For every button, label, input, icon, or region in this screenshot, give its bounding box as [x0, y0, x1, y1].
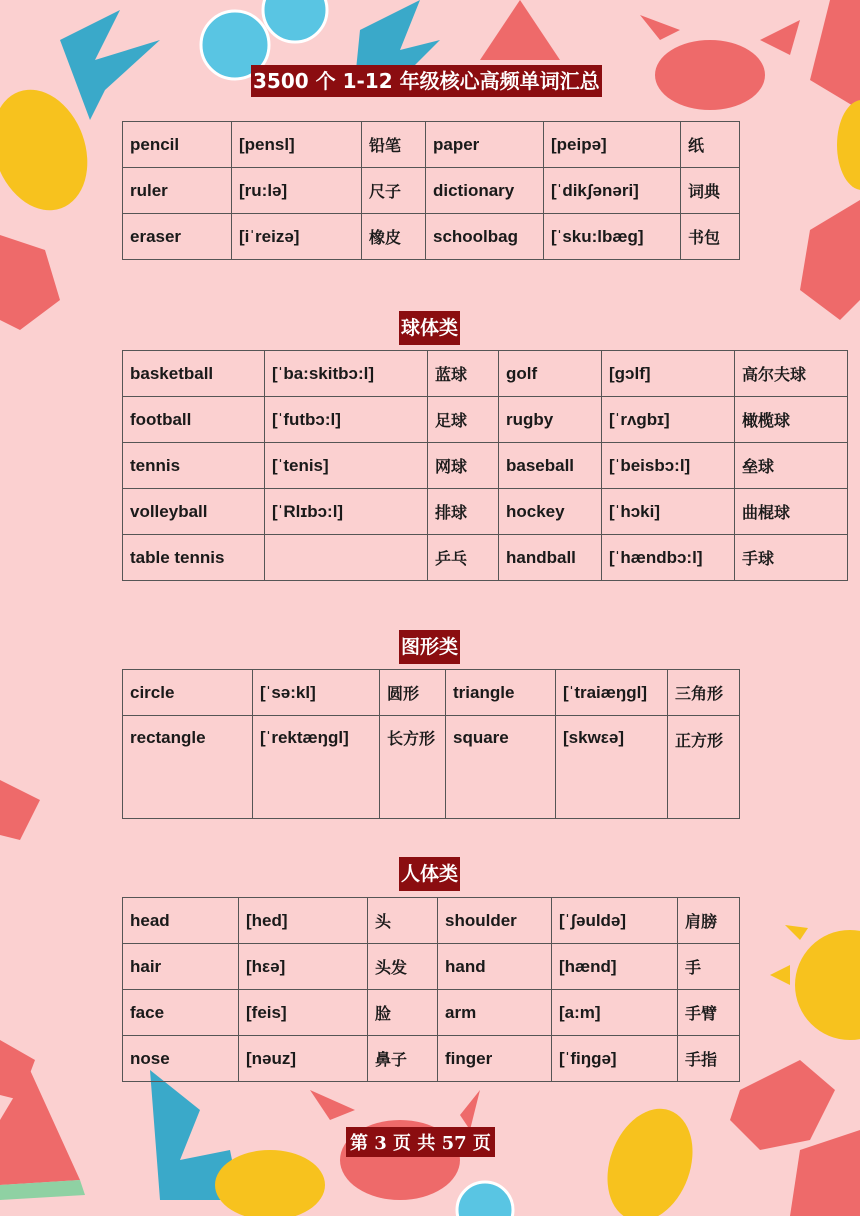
phonetic-cell: [ˈRlɪbɔ:l] [265, 489, 428, 535]
word-cell: golf [499, 351, 602, 397]
chinese-meaning-cell: 词典 [681, 168, 740, 214]
table-row [123, 1036, 740, 1082]
word-cell: football [123, 397, 265, 443]
crab-icon [640, 15, 800, 110]
word-cell: ruler [123, 168, 232, 214]
phonetic-cell: [ru:lə] [232, 168, 362, 214]
phonetic-cell: [hænd] [552, 944, 678, 990]
crab-icon [800, 200, 860, 320]
phonetic-cell [265, 535, 428, 581]
chinese-meaning-cell: 肩膀 [678, 898, 740, 944]
chinese-meaning-cell: 正方形 [668, 716, 740, 819]
chinese-meaning-cell: 垒球 [735, 443, 848, 489]
crab-icon [730, 1060, 860, 1216]
chinese-meaning-cell: 手 [678, 944, 740, 990]
chinese-meaning-cell: 三角形 [668, 670, 740, 716]
chinese-meaning-cell: 尺子 [362, 168, 426, 214]
word-cell: nose [123, 1036, 239, 1082]
phonetic-cell: [ˈhændbɔ:l] [602, 535, 735, 581]
word-cell: dictionary [426, 168, 544, 214]
table-row [123, 397, 848, 443]
word-cell: handball [499, 535, 602, 581]
phonetic-cell: [ˈdikʃənəri] [544, 168, 681, 214]
table-row [123, 351, 848, 397]
phonetic-cell: [ˈtenis] [265, 443, 428, 489]
table-row [123, 168, 740, 214]
table-row [123, 443, 848, 489]
word-cell: rugby [499, 397, 602, 443]
word-cell: baseball [499, 443, 602, 489]
chinese-meaning-cell: 足球 [428, 397, 499, 443]
chinese-meaning-cell: 排球 [428, 489, 499, 535]
chinese-meaning-cell: 手球 [735, 535, 848, 581]
word-cell: circle [123, 670, 253, 716]
chinese-meaning-cell: 头发 [368, 944, 438, 990]
page-number-footer: 第 3 页 共 57 页 [346, 1127, 495, 1157]
phonetic-cell: [ˈbeisbɔ:l] [602, 443, 735, 489]
pineapple-icon [837, 100, 860, 190]
table-row [123, 716, 740, 819]
watermelon-icon [480, 0, 560, 60]
phonetic-cell: [iˈreizə] [232, 214, 362, 260]
word-cell: square [446, 716, 556, 819]
word-cell: paper [426, 122, 544, 168]
phonetic-cell: [pensl] [232, 122, 362, 168]
chinese-meaning-cell: 乒乓 [428, 535, 499, 581]
vocab-table-body [122, 897, 740, 1082]
chinese-meaning-cell: 高尔夫球 [735, 351, 848, 397]
chinese-meaning-cell: 纸 [681, 122, 740, 168]
table-row [123, 898, 740, 944]
phonetic-cell: [hεə] [239, 944, 368, 990]
table-row [123, 122, 740, 168]
section-heading-shapes: 图形类 [399, 630, 460, 664]
table-row [123, 670, 740, 716]
phonetic-cell: [gɔlf] [602, 351, 735, 397]
phonetic-cell: [ˈrektæŋgl] [253, 716, 380, 819]
word-cell: eraser [123, 214, 232, 260]
table-row [123, 214, 740, 260]
word-cell: arm [438, 990, 552, 1036]
table-row [123, 489, 848, 535]
phonetic-cell: [ˈfiŋgə] [552, 1036, 678, 1082]
phonetic-cell: [ˈsku:lbæg] [544, 214, 681, 260]
phonetic-cell: [skwεə] [556, 716, 668, 819]
phonetic-cell: [ˈtraiæŋgl] [556, 670, 668, 716]
phonetic-cell: [ˈʃəuldə] [552, 898, 678, 944]
word-cell: triangle [446, 670, 556, 716]
chinese-meaning-cell: 铅笔 [362, 122, 426, 168]
chinese-meaning-cell: 鼻子 [368, 1036, 438, 1082]
chinese-meaning-cell: 手指 [678, 1036, 740, 1082]
chinese-meaning-cell: 脸 [368, 990, 438, 1036]
chinese-meaning-cell: 曲棍球 [735, 489, 848, 535]
word-cell: hand [438, 944, 552, 990]
chinese-meaning-cell: 头 [368, 898, 438, 944]
phonetic-cell: [ˈfutbɔ:l] [265, 397, 428, 443]
word-cell: pencil [123, 122, 232, 168]
sun-icon [770, 925, 860, 1040]
vocab-table-balls [122, 350, 848, 581]
crab-icon [810, 0, 860, 110]
table-row [123, 535, 848, 581]
section-heading-body: 人体类 [399, 857, 460, 891]
chinese-meaning-cell: 书包 [681, 214, 740, 260]
sunglasses-icon [457, 1182, 513, 1216]
phonetic-cell: [nəuz] [239, 1036, 368, 1082]
word-cell: hockey [499, 489, 602, 535]
word-cell: schoolbag [426, 214, 544, 260]
word-cell: face [123, 990, 239, 1036]
chinese-meaning-cell: 手臂 [678, 990, 740, 1036]
phonetic-cell: [hed] [239, 898, 368, 944]
section-heading-balls: 球体类 [399, 311, 460, 345]
word-cell: head [123, 898, 239, 944]
vocab-table-shapes [122, 669, 740, 819]
word-cell: hair [123, 944, 239, 990]
phonetic-cell: [a:m] [552, 990, 678, 1036]
word-cell: rectangle [123, 716, 253, 819]
word-cell: volleyball [123, 489, 265, 535]
word-cell: shoulder [438, 898, 552, 944]
word-cell: tennis [123, 443, 265, 489]
page-title: 3500 个 1-12 年级核心高频单词汇总 [251, 65, 602, 97]
chinese-meaning-cell: 长方形 [380, 716, 446, 819]
crab-icon [0, 235, 60, 330]
vocab-table-stationery [122, 121, 740, 260]
chinese-meaning-cell: 橡皮 [362, 214, 426, 260]
word-cell: table tennis [123, 535, 265, 581]
chinese-meaning-cell: 网球 [428, 443, 499, 489]
phonetic-cell: [peipə] [544, 122, 681, 168]
word-cell: basketball [123, 351, 265, 397]
phonetic-cell: [ˈhɔki] [602, 489, 735, 535]
phonetic-cell: [ˈba:skitbɔ:l] [265, 351, 428, 397]
chinese-meaning-cell: 橄榄球 [735, 397, 848, 443]
table-row [123, 990, 740, 1036]
crab-icon [0, 780, 40, 840]
word-cell: finger [438, 1036, 552, 1082]
chinese-meaning-cell: 蓝球 [428, 351, 499, 397]
chinese-meaning-cell: 圆形 [380, 670, 446, 716]
phonetic-cell: [ˈsə:kl] [253, 670, 380, 716]
table-row [123, 944, 740, 990]
phonetic-cell: [ˈrʌgbɪ] [602, 397, 735, 443]
phonetic-cell: [feis] [239, 990, 368, 1036]
